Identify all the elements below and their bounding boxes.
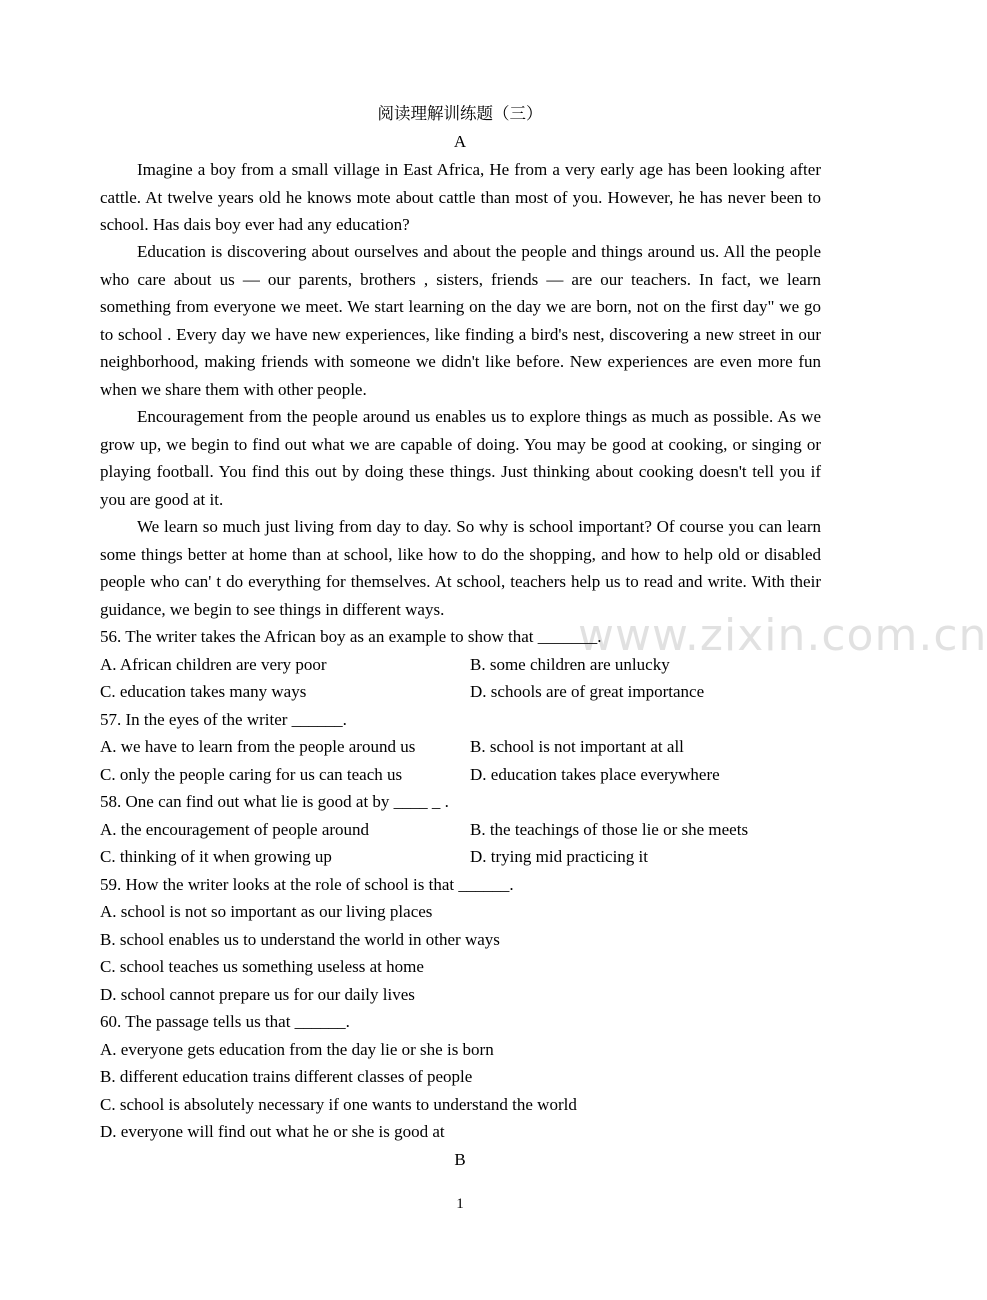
answer-option: C. education takes many ways (100, 682, 307, 701)
answer-option: A. school is not so important as our living places (100, 902, 433, 921)
section-heading-b: B (454, 1150, 466, 1169)
answer-option: A. everyone gets education from the day lie or she is born (100, 1040, 494, 1059)
question-stem: 60. The passage tells us that ______. (100, 1012, 350, 1031)
answer-option: D. school cannot prepare us for our daily lives (100, 985, 415, 1004)
question-stem: 56. The writer takes the African boy as an example to show that _______. (100, 627, 602, 646)
answer-option: C. school teaches us something useless at home (100, 957, 424, 976)
answer-option: D. trying mid practicing it (470, 847, 648, 866)
answer-option: B. some children are unlucky (470, 655, 670, 674)
answer-option: B. the teachings of those lie or she meets (470, 820, 749, 839)
question-stem: 59. How the writer looks at the role of school is that ______. (100, 875, 514, 894)
answer-option: B. school is not important at all (470, 737, 684, 756)
answer-option: A. African children are very poor (100, 655, 327, 674)
answer-option: C. school is absolutely necessary if one wants to understand the world (100, 1095, 577, 1114)
answer-option: B. school enables us to understand the world in other ways (100, 930, 500, 949)
passage-paragraph: We learn so much just living from day to day. So why is school important? Of course you can learn some things better at home than at school, like how to do the shopping, and how to help old or disabled people who can' t do everything for themselves. At school, teachers help us to read and write. With their guidance, we begin to see things in different ways. (100, 517, 821, 619)
answer-option: D. everyone will find out what he or she is good at (100, 1122, 445, 1141)
passage-paragraph: Imagine a boy from a small village in East Africa, He from a very early age has been looking after cattle. At twelve years old he knows mote about cattle than most of you. However, he has never been to school. Has dais boy ever had any education? (100, 160, 821, 234)
section-heading-a: A (453, 132, 467, 151)
answer-option: D. education takes place everywhere (470, 765, 720, 784)
passage-paragraph: Education is discovering about ourselves and about the people and things around us. All the people who care about us — our parents, brothers , sisters, friends — are our teachers. In fact, we learn something from everyone we meet. We start learning on the day we are born, not on the first day" we go to school . Every day we have new experiences, like finding a bird's nest, discovering a new street in our neighborhood, making friends with someone we didn't like before. New experiences are even more fun when we share them with other people. (100, 242, 821, 399)
answer-option: A. we have to learn from the people around us (100, 737, 416, 756)
answer-option: A. the encouragement of people around (100, 820, 370, 839)
page-title: 阅读理解训练题（三） (377, 104, 543, 123)
answer-option: B. different education trains different classes of people (100, 1067, 473, 1086)
answer-option: C. only the people caring for us can teach us (100, 765, 403, 784)
question-stem: 58. One can find out what lie is good at by ____ _ . (100, 792, 449, 811)
watermark: www.zixin.com.cn (578, 610, 987, 661)
question-stem: 57. In the eyes of the writer ______. (100, 710, 347, 729)
answer-option: D. schools are of great importance (470, 682, 705, 701)
passage-paragraph: Encouragement from the people around us enables us to explore things as much as possible. As we grow up, we begin to find out what we are capable of doing. You may be good at cooking, or singing or playing football. You find this out by doing these things. Just thinking about cooking doesn't tell you if you are good at it. (100, 407, 821, 509)
answer-option: C. thinking of it when growing up (100, 847, 332, 866)
page-number: 1 (456, 1196, 464, 1212)
